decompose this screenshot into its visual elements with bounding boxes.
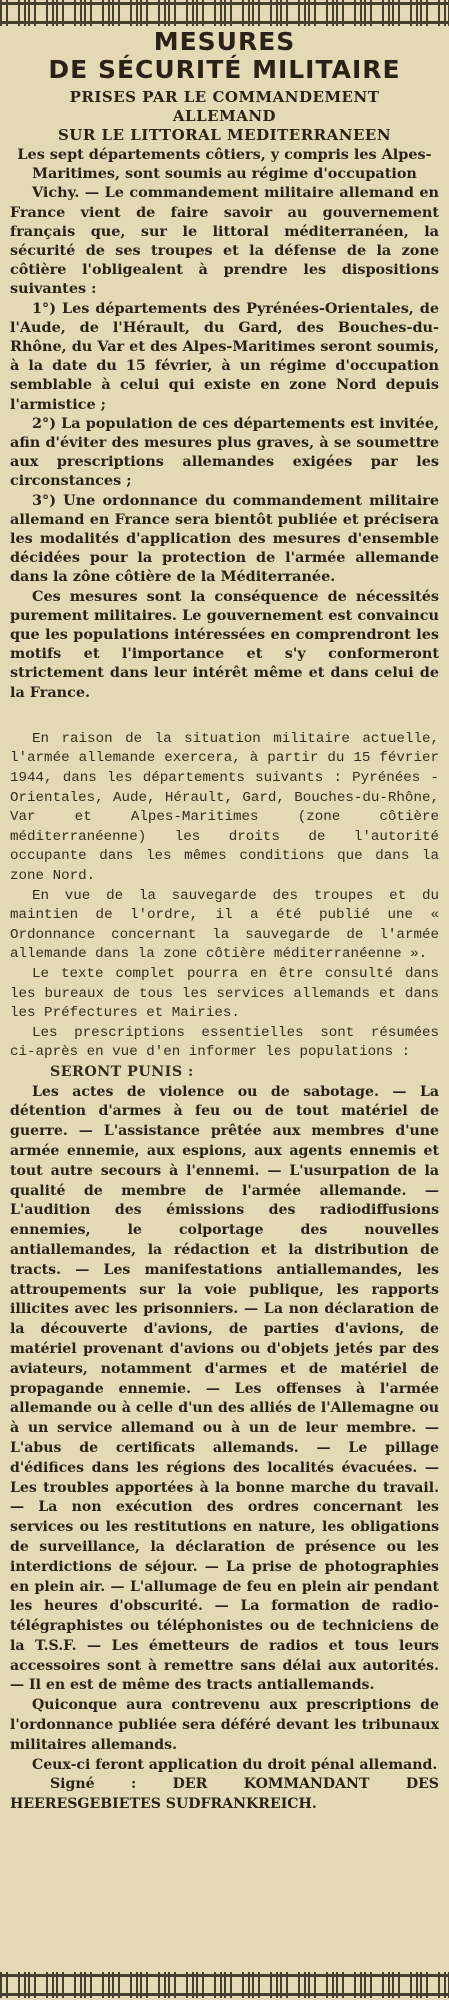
lead-paragraph: Les sept départements côtiers, y compris les Alpes-Maritimes, sont soumis au régime d'occupation bbox=[17, 146, 432, 183]
headline-line-2: DE SÉCURITÉ MILITAIRE bbox=[48, 55, 401, 84]
point-3: 3°) Une ordonnance du commandement militaire allemand en France sera bientôt publiée et précisera les modalités d'application des mesures d'ensemble décidées pour la protection de l'armée allemande dans la zône côtière de la Méditerranée. bbox=[10, 491, 439, 586]
vichy-paragraph: Vichy. — Le commandement militaire allemand en France vient de faire savoir au gouvernement français que, sur le littoral méditerranéen, la sécurité de ses troupes et la défense de la zone côtière l'obligealent à prendre les dispositions suivantes : bbox=[10, 184, 439, 298]
notice-paragraph-4: Les prescriptions essentielles sont résumées ci-après en vue d'en informer les populations : bbox=[10, 1024, 439, 1061]
signature: Signé : DER KOMMANDANT DES HEERESGEBIETES SUDFRANKREICH. bbox=[10, 1776, 439, 1813]
subheadline-line-2: ALLEMAND bbox=[172, 107, 277, 125]
decorative-border-top bbox=[0, 0, 449, 26]
conclusion-paragraph: Ces mesures sont la conséquence de nécessités purement militaires. Le gouvernement est convaincu que les populations intéressées en comprendront les motifs et l'importance et s'y conformeront strictement dans leur intérêt même et dans celui de la France. bbox=[10, 587, 439, 701]
decorative-border-bottom bbox=[0, 1972, 449, 1998]
punishments-heading: SERONT PUNIS : bbox=[50, 1063, 194, 1080]
subheadline-line-3: SUR LE LITTORAL MEDITERRANEEN bbox=[57, 126, 392, 144]
penalty-paragraph: Quiconque aura contrevenu aux prescriptions de l'ordonnance publiée sera déféré devant les tribunaux militaires allemands. bbox=[10, 1697, 439, 1753]
notice-paragraph-1: En raison de la situation militaire actuelle, l'armée allemande exercera, à partir du 15 février 1944, dans les départements suivants : Pyrénées - Orientales, Aude, Hérault, Gard, Bouches-du-Rhône, Var et Alpes-Maritimes (zone côtière méditerranéenne) les droits de l'autorité occupante dans les mêmes conditions que dans la zone Nord. bbox=[10, 730, 439, 885]
notice-paragraph-2: En vue de la sauvegarde des troupes et du maintien de l'ordre, il a été publié une « Ordonnance concernant la sauvegarde de l'armée allemande dans la zone côtière méditerranéenne ». bbox=[10, 887, 439, 963]
section-gap bbox=[10, 702, 439, 730]
point-2: 2°) La population de ces départements est invitée, afin d'éviter des mesures plus graves, à se soumettre aux prescriptions allemandes exigées par les circonstances ; bbox=[10, 414, 439, 490]
offenses-list: Les actes de violence ou de sabotage. — La détention d'armes à feu ou de tout matériel de guerre. — L'assistance prêtée aux membres d'une armée ennemie, aux espions, aux agents ennemis et tout autre secours à l'ennemi. — L'usurpation de la qualité de membre de l'armée allemande. — L'audition des émissions des radiodiffusions ennemies, le colportage des nouvelles antiallemandes, la rédaction et la distribution de tracts. — Les manifestations antiallemandes, les attroupements sur la voie publique, les rapports illicites avec les prisonniers. — La non déclaration de la découverte d'avions, de parties d'avions, de matériel provenant d'avions ou d'objets jetés par des aviateurs, notamment d'armes et de matériel de propagande ennemie. — Les offenses à l'armée allemande ou à celle d'un des alliés de l'Allemagne ou à un service allemand ou à un de leur membre. — L'abus de certificats allemands. — Le pillage d'édifices dans les régions des localités évacuées. — Les troubles apportées à la bonne marche du travail. — La non exécution des ordres concernant les services ou les restitutions en nature, les obligations de surveillance, la déclaration de présence ou les interdictions de séjour. — La prise de photographies en plein air. — L'allumage de feu en plein air pendant les heures d'obscurité. — La formation de radio-télégraphistes ou téléphonistes ou de techniciens de la T.S.F. — Les émetteurs de radios et tous leurs accessoires sont à remettre sans délai aux autorités. — Il en est de même des tracts antiallemands. bbox=[10, 1083, 439, 1694]
newspaper-column bbox=[10, 28, 439, 1815]
notice-paragraph-3: Le texte complet pourra en être consulté dans les bureaux de tous les services allemands et dans les Préfectures et Mairies. bbox=[10, 966, 439, 1022]
law-paragraph: Ceux-ci feront application du droit pénal allemand. bbox=[32, 1756, 438, 1773]
headline-line-1: MESURES bbox=[153, 27, 296, 56]
subheadline-line-1: PRISES PAR LE COMMANDEMENT bbox=[69, 88, 380, 106]
point-1: 1°) Les départements des Pyrénées-Orientales, de l'Aude, de l'Hérault, du Gard, des Bouches-du-Rhône, du Var et des Alpes-Maritimes seront soumis, à la date du 15 février, à un régime d'occupation semblable à celui qui existe en zone Nord depuis l'armistice ; bbox=[10, 299, 439, 413]
